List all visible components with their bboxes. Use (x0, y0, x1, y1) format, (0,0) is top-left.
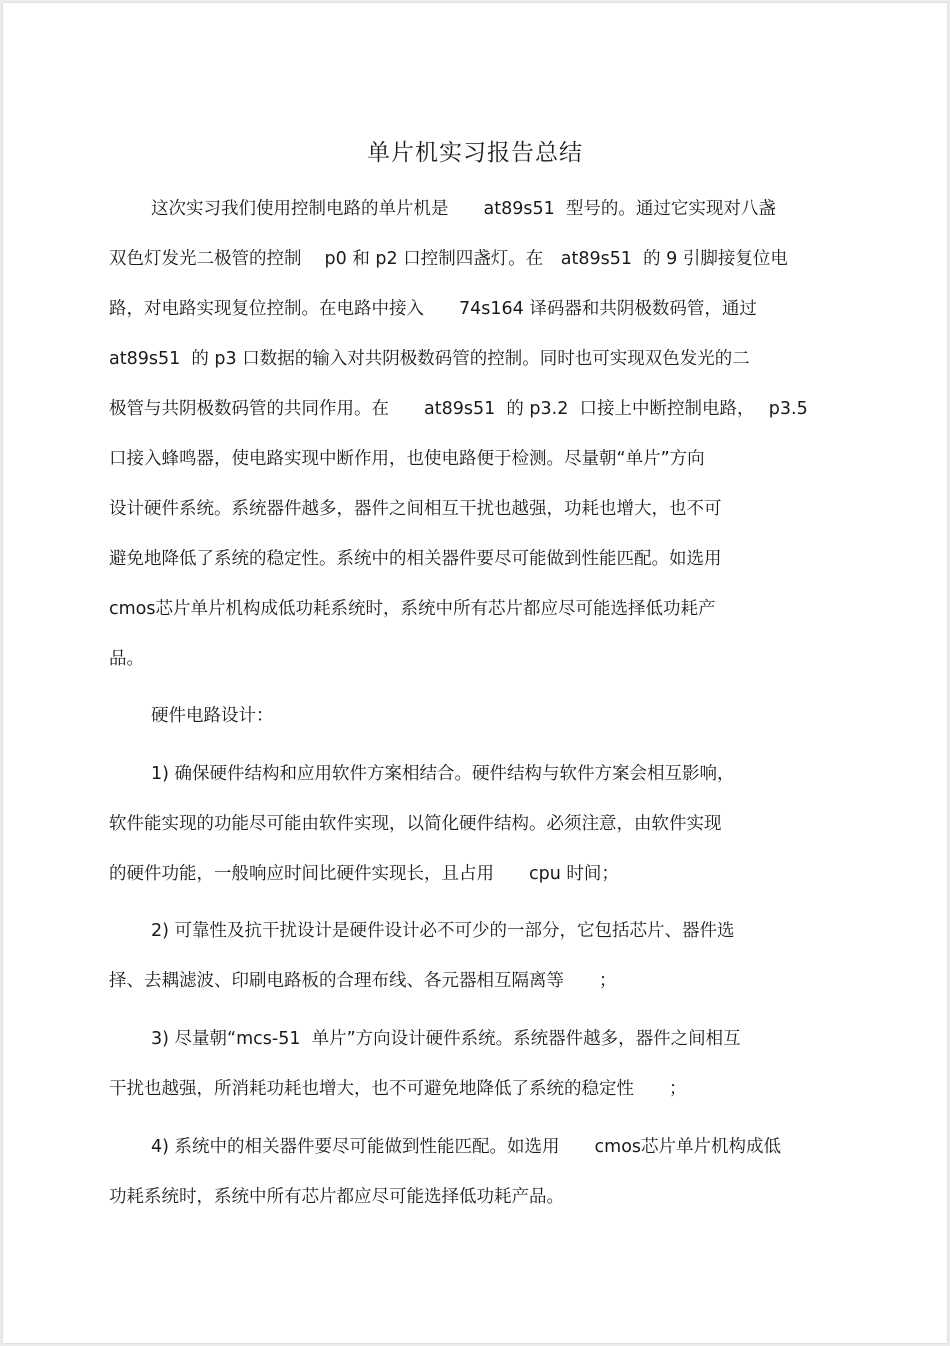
text-line: 功耗系统时，系统中所有芯片都应尽可能选择低功耗产品。 (109, 1187, 564, 1207)
text-line: 双色灯发光二极管的控制 p0 和 p2 口控制四盏灯。在 at89s51 的 9 引脚接复位电 (109, 249, 788, 269)
text-line: 1) 确保硬件结构和应用软件方案相结合。硬件结构与软件方案会相互影响， (151, 764, 735, 784)
text-line: cmos芯片单片机构成低功耗系统时，系统中所有芯片都应尽可能选择低功耗产 (109, 599, 716, 619)
text-line: 口接入蜂鸣器，使电路实现中断作用，也使电路便于检测。尽量朝“单片”方向 (109, 449, 705, 469)
text-line: 干扰也越强，所消耗功耗也增大，也不可避免地降低了系统的稳定性 ； (109, 1079, 687, 1099)
text-line: 避免地降低了系统的稳定性。系统中的相关器件要尽可能做到性能匹配。如选用 (109, 549, 722, 569)
document-page (3, 3, 947, 1343)
text-line: 4) 系统中的相关器件要尽可能做到性能匹配。如选用 cmos芯片单片机构成低 (151, 1137, 782, 1157)
text-line: 品。 (109, 649, 144, 669)
text-line: 3) 尽量朝“mcs-51 单片”方向设计硬件系统。系统器件越多，器件之间相互 (151, 1029, 741, 1049)
text-line: 这次实习我们使用控制电路的单片机是 at89s51 型号的。通过它实现对八盏 (151, 199, 776, 219)
text-line: 极管与共阴极数码管的共同作用。在 at89s51 的 p3.2 口接上中断控制电路， p3.5 (109, 399, 808, 419)
section-heading: 硬件电路设计： (151, 706, 274, 726)
text-line: at89s51 的 p3 口数据的输入对共阴极数码管的控制。同时也可实现双色发光的二 (109, 349, 750, 369)
text-line: 的硬件功能，一般响应时间比硬件实现长，且占用 cpu 时间； (109, 864, 619, 884)
text-line: 择、去耦滤波、印刷电路板的合理布线、各元器相互隔离等 ； (109, 971, 617, 991)
text-line: 设计硬件系统。系统器件越多，器件之间相互干扰也越强，功耗也增大，也不可 (109, 499, 722, 519)
text-line: 2) 可靠性及抗干扰设计是硬件设计必不可少的一部分，它包括芯片、器件选 (151, 921, 735, 941)
text-line: 路，对电路实现复位控制。在电路中接入 74s164 译码器和共阴极数码管，通过 (109, 299, 757, 319)
document-title: 单片机实习报告总结 (367, 140, 583, 166)
text-line: 软件能实现的功能尽可能由软件实现，以简化硬件结构。必须注意，由软件实现 (109, 814, 722, 834)
